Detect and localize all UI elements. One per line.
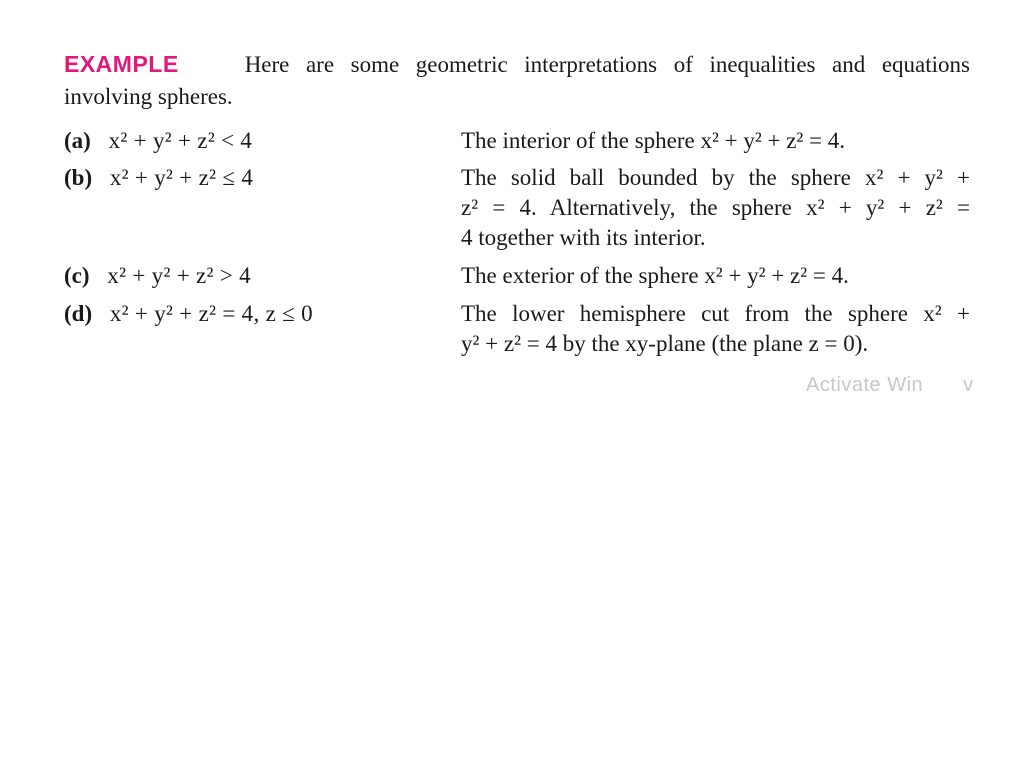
example-d-description: [461, 299, 970, 359]
intro-text-line-2: involving spheres.: [64, 84, 233, 109]
example-d-label: (d): [64, 301, 93, 326]
example-b-description: [461, 163, 970, 253]
example-label: EXAMPLE: [64, 51, 179, 77]
example-a-description-line-1: The interior of the sphere x² + y² + z² = 4.: [461, 128, 846, 153]
example-b-description-line-1: The solid ball bounded by the sphere x² + y² +: [461, 165, 970, 190]
example-c-description-line-1: The exterior of the sphere x² + y² + z² = 4.: [461, 263, 849, 288]
example-a-description: [461, 126, 970, 156]
example-c-equation: x² + y² + z² > 4: [107, 263, 251, 288]
example-b-description-line-3: 4 together with its interior.: [461, 225, 706, 250]
example-b-description-line-2: z² = 4. Alternatively, the sphere x² + y² + z² =: [461, 195, 970, 220]
example-a-label: (a): [64, 128, 91, 153]
example-a-equation: x² + y² + z² < 4: [108, 128, 253, 153]
example-c-label: (c): [64, 263, 90, 288]
example-c-description: [461, 261, 970, 291]
example-d-description-line-2: y² + z² = 4 by the xy-plane (the plane z = 0).: [461, 331, 869, 356]
watermark-text-1: Activate Win: [806, 374, 924, 396]
example-heading: [64, 48, 970, 113]
watermark-text-2: v: [963, 374, 974, 396]
intro-text-line-1: Here are some geometric interpretations of inequalities and equations: [244, 52, 970, 77]
example-b-label: (b): [64, 165, 93, 190]
heading-line-1: [64, 48, 970, 81]
example-b-inequality: [64, 162, 454, 194]
example-c-inequality: [64, 260, 454, 292]
example-d-equation-row: [64, 298, 454, 330]
example-b-equation: x² + y² + z² ≤ 4: [109, 165, 254, 190]
example-d-equation: x² + y² + z² = 4, z ≤ 0: [109, 301, 313, 326]
example-d-description-line-1: The lower hemisphere cut from the sphere x² +: [461, 301, 970, 326]
example-a-inequality: [64, 125, 454, 157]
activate-windows-watermark: [806, 374, 974, 397]
